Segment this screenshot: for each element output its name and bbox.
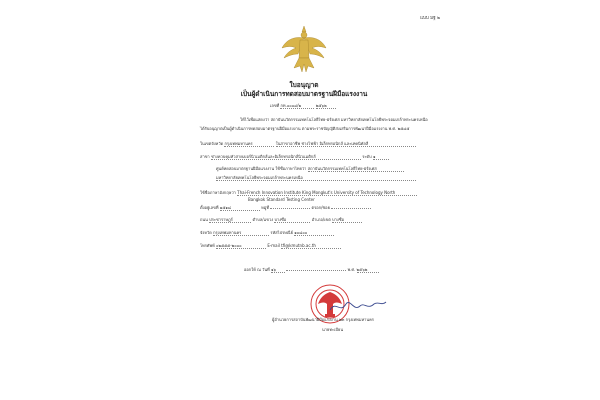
road-label: ถนน <box>200 217 208 222</box>
address-row <box>200 206 371 211</box>
branch-label: สาขา <box>200 154 210 159</box>
issue-year-prefix: พ.ศ. <box>347 267 356 272</box>
phone-value: ๐๒๕๕๕-๒๐๐๐ <box>216 244 266 249</box>
province-postal-row <box>200 231 334 236</box>
occupation-value: ในสาขาอาชีพ ช่างไฟฟ้า อิเล็กทรอนิกส์ และเทคนิคัลลี <box>276 142 416 147</box>
license-title: ใบอนุญาต <box>289 81 319 89</box>
email-label: E-mail <box>267 243 280 248</box>
moo-label: หมู่ที่ <box>261 205 269 210</box>
road-value: ประชาราษฎร์ <box>209 218 251 223</box>
center-english-label: ใช้ชื่อภาษาอังกฤษว่า <box>200 190 236 195</box>
district-label: อำเภอ/เขต <box>311 217 331 222</box>
soi-label: ตรอก/ซอย <box>311 205 330 210</box>
center-english-value-line2: Bangkok Standard Testing Center <box>248 197 315 202</box>
signature-icon <box>328 296 388 316</box>
issue-month <box>286 270 346 271</box>
postal-label: รหัสไปรษณีย์ <box>270 230 293 235</box>
subdistrict-value: บางซื่อ <box>274 218 310 223</box>
issue-day: ๑๖ <box>271 268 285 273</box>
level-label: ระดับ <box>362 154 372 159</box>
center-english-value: Thai-French Innovation Institute King Mongkut's University of Technology North <box>237 191 417 196</box>
phone-label: โทรศัพท์ <box>200 243 215 248</box>
contact-row <box>200 244 341 249</box>
subdistrict-label: ตำบล/แขวง <box>252 217 274 222</box>
paragraph-1: ให้ไว้เพื่อแสดงว่า สถาบันนวัตกรรมเทคโนโลยีไทย-ฝรั่งเศส มหาวิทยาลัยเทคโนโลยีพระจอมเกล้าพระนครเหนือ <box>240 117 428 122</box>
address-label: ตั้งอยู่เลขที่ <box>200 205 219 210</box>
province-scope-value: กรุงเทพมหานคร <box>224 142 274 147</box>
branch-value: ช่างควบคุมหัวสายเบอร์นิวเมติกส์และอิเล็กทรอนิกส์นิวแมติกส์ <box>211 155 361 160</box>
license-number-value: กท.๐๐๐๔/๒ <box>280 104 314 109</box>
province-row <box>200 142 416 147</box>
license-number-row <box>270 104 336 109</box>
license-document <box>160 0 448 400</box>
center-thai-label: ศูนย์ทดสอบมาตรฐานฝีมือแรงงาน ใช้ชื่อภาษาไทยว่า <box>216 166 307 171</box>
soi-value <box>331 208 371 209</box>
center-english-row <box>200 191 417 196</box>
postal-value: ๑๐๘๐๐ <box>294 231 334 236</box>
road-row <box>200 218 362 223</box>
registrar-title: นายทะเบียน <box>322 327 344 332</box>
license-number-label: เลขที่ <box>270 103 280 108</box>
moo-value <box>270 208 310 209</box>
signer-title: ผู้อำนวยการสถาบันพัฒนาฝีมือแรงงาน ๒๓ กรุงเทพมหานคร <box>272 317 374 322</box>
branch-row <box>200 155 389 160</box>
license-subtitle: เป็นผู้ดำเนินการทดสอบมาตรฐานฝีมือแรงงาน <box>240 90 368 98</box>
issue-date-label: ออกให้ ณ วันที่ <box>244 267 270 272</box>
province-value: กรุงเทพมหานคร <box>213 231 269 236</box>
province-label: จังหวัด <box>200 230 212 235</box>
issue-year: ๒๕๖๒ <box>357 268 379 273</box>
license-year: ๒๕๖๒ <box>316 104 336 109</box>
center-thai-value-line2: มหาวิทยาลัยเทคโนโลยีพระจอมเกล้าพระนครเหนือ <box>216 176 416 181</box>
form-number: แบบ มฐ ๒ <box>420 16 440 21</box>
level-value: ๑ <box>373 155 389 160</box>
address-value: ๑๕๑๘ <box>220 206 260 211</box>
center-thai-row <box>216 167 404 172</box>
province-scope-label: ในเขตจังหวัด <box>200 141 224 146</box>
garuda-emblem-icon <box>280 24 328 76</box>
district-value: บางซื่อ <box>332 218 362 223</box>
paragraph-2: ได้รับอนุญาตเป็นผู้ดำเนินการทดสอบมาตรฐานฝีมือแรงงาน ตามพระราชบัญญัติส่งเสริมการพัฒนาฝีมือแรงงาน พ.ศ. ๒๕๔๕ <box>200 126 410 131</box>
issue-date-row <box>244 268 379 273</box>
center-thai-value: สถาบันนวัตกรรมเทคโนโลยีไทย-ฝรั่งเศส <box>308 167 404 172</box>
email-value: tfi@kmutnb.ac.th <box>281 244 341 249</box>
